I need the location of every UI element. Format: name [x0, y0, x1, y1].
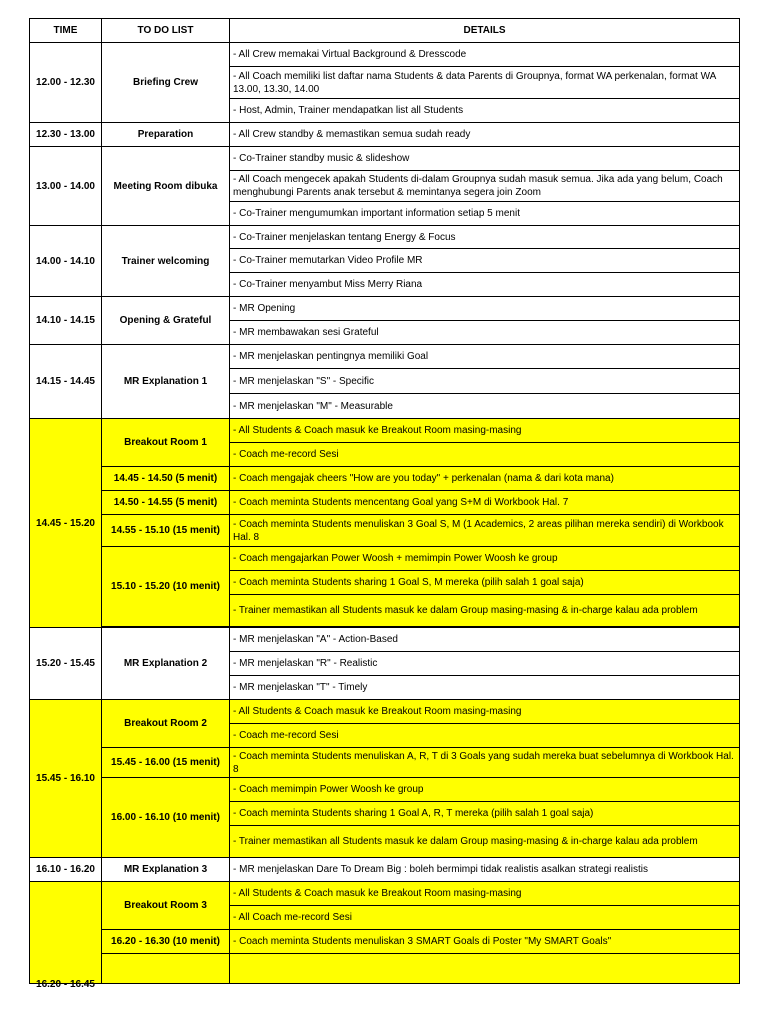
time-cell: 13.00 - 14.00: [30, 147, 102, 226]
sub-slot-label: 15.45 - 16.00 (15 menit): [102, 748, 230, 778]
header-time: TIME: [30, 19, 102, 43]
detail-cell: - Coach meminta Students menuliskan A, R, T di 3 Goals yang sudah mereka buat sebelumnya di Workbook Hal. 8: [230, 748, 740, 778]
table-row: [30, 123, 740, 147]
detail-cell: - All Crew memakai Virtual Background & Dresscode: [230, 43, 740, 67]
sub-slot-label: 15.10 - 15.20 (10 menit): [102, 547, 230, 627]
todo-cell: Preparation: [102, 123, 230, 147]
detail-cell: - Coach meminta Students menuliskan 3 SMART Goals di Poster "My SMART Goals": [230, 930, 740, 954]
todo-cell: MR Explanation 2: [102, 628, 230, 700]
detail-cell: - MR menjelaskan "T" - Timely: [230, 676, 740, 700]
table-row: [30, 954, 740, 984]
table-row: [30, 491, 740, 515]
schedule-sheet: [29, 18, 739, 990]
detail-cell: - MR menjelaskan "A" - Action-Based: [230, 628, 740, 652]
detail-cell: - All Students & Coach masuk ke Breakout Room masing-masing: [230, 700, 740, 724]
sub-slot-label: 14.50 - 14.55 (5 menit): [102, 491, 230, 515]
detail-cell: - Coach mengajak cheers "How are you today" + perkenalan (nama & dari kota mana): [230, 467, 740, 491]
time-cell: 14.45 - 15.20: [30, 419, 102, 628]
table-row: [30, 547, 740, 571]
time-cell: 14.00 - 14.10: [30, 226, 102, 297]
detail-cell: - MR membawakan sesi Grateful: [230, 321, 740, 345]
table-row: [30, 43, 740, 67]
todo-cell: Briefing Crew: [102, 43, 230, 123]
sub-slot-label: 14.55 - 15.10 (15 menit): [102, 515, 230, 547]
todo-cell: MR Explanation 3: [102, 858, 230, 882]
detail-cell: - Coach me-record Sesi: [230, 724, 740, 748]
schedule-table: [29, 18, 740, 990]
detail-cell: - All Students & Coach masuk ke Breakout Room masing-masing: [230, 882, 740, 906]
header-details: DETAILS: [230, 19, 740, 43]
detail-cell: - Coach me-record Sesi: [230, 443, 740, 467]
sub-slot-label: 16.20 - 16.30 (10 menit): [102, 930, 230, 954]
table-row: [30, 882, 740, 906]
detail-cell: - MR menjelaskan "S" - Specific: [230, 369, 740, 394]
detail-cell: - All Coach mengecek apakah Students di-dalam Groupnya sudah masuk semua. Jika ada yang belum, Coach menghubungi Parents anak tersebut & memintanya segera join Zoom: [230, 171, 740, 202]
detail-cell: - MR menjelaskan "R" - Realistic: [230, 652, 740, 676]
table-row: [30, 345, 740, 369]
table-row: [30, 297, 740, 321]
todo-cell: Meeting Room dibuka: [102, 147, 230, 226]
detail-cell: - All Crew standby & memastikan semua sudah ready: [230, 123, 740, 147]
table-row: [30, 858, 740, 882]
time-cell: 12.30 - 13.00: [30, 123, 102, 147]
detail-cell: - Co-Trainer standby music & slideshow: [230, 147, 740, 171]
time-cell: 15.20 - 15.45: [30, 628, 102, 700]
breakout-room-label: Breakout Room 3: [102, 882, 230, 930]
detail-cell: - Co-Trainer memutarkan Video Profile MR: [230, 249, 740, 273]
detail-cell: - Co-Trainer menjelaskan tentang Energy & Focus: [230, 226, 740, 249]
header-todo: TO DO LIST: [102, 19, 230, 43]
table-row: [30, 467, 740, 491]
detail-cell: - Coach meminta Students mencentang Goal yang S+M di Workbook Hal. 7: [230, 491, 740, 515]
table-row: [30, 700, 740, 724]
time-cell: 12.00 - 12.30: [30, 43, 102, 123]
detail-cell: - Co-Trainer mengumumkan important information setiap 5 menit: [230, 202, 740, 226]
table-row: [30, 147, 740, 171]
detail-cell: - Trainer memastikan all Students masuk ke dalam Group masing-masing & in-charge kalau ada problem: [230, 826, 740, 858]
todo-cell: Opening & Grateful: [102, 297, 230, 345]
breakout-room-label: Breakout Room 1: [102, 419, 230, 467]
time-cell: 14.10 - 14.15: [30, 297, 102, 345]
time-cell: 14.15 - 14.45: [30, 345, 102, 419]
time-cell: [30, 882, 102, 990]
detail-cell: - Host, Admin, Trainer mendapatkan list all Students: [230, 99, 740, 123]
todo-cell: MR Explanation 1: [102, 345, 230, 419]
time-cell-text: 16.20 - 16.45: [36, 979, 95, 990]
detail-cell: - Coach memimpin Power Woosh ke group: [230, 778, 740, 802]
breakout-room-label: Breakout Room 2: [102, 700, 230, 748]
detail-cell: - MR menjelaskan "M" - Measurable: [230, 394, 740, 419]
detail-cell: - MR menjelaskan Dare To Dream Big : boleh bermimpi tidak realistis asalkan strategi realistis: [230, 858, 740, 882]
table-row: [30, 515, 740, 547]
table-row: [30, 628, 740, 652]
table-row: [30, 226, 740, 249]
detail-cell: - All Students & Coach masuk ke Breakout Room masing-masing: [230, 419, 740, 443]
table-row: [30, 778, 740, 802]
time-cell: 16.10 - 16.20: [30, 858, 102, 882]
detail-cell: - Coach meminta Students menuliskan 3 Goal S, M (1 Academics, 2 areas pilihan mereka sendiri) di Workbook Hal. 8: [230, 515, 740, 547]
sub-slot-label: 16.00 - 16.10 (10 menit): [102, 778, 230, 858]
detail-cell: - All Coach me-record Sesi: [230, 906, 740, 930]
todo-cell: Trainer welcoming: [102, 226, 230, 297]
time-cell: 15.45 - 16.10: [30, 700, 102, 858]
detail-cell: - Coach meminta Students sharing 1 Goal A, R, T mereka (pilih salah 1 goal saja): [230, 802, 740, 826]
detail-cell: - All Coach memiliki list daftar nama Students & data Parents di Groupnya, format WA perkenalan, format WA 13.00, 13.30, 14.00: [230, 67, 740, 99]
detail-cell: - MR menjelaskan pentingnya memiliki Goal: [230, 345, 740, 369]
header-row: [30, 19, 740, 43]
sub-slot-label: 14.45 - 14.50 (5 menit): [102, 467, 230, 491]
detail-cell: - Co-Trainer menyambut Miss Merry Riana: [230, 273, 740, 297]
detail-cell: - Coach mengajarkan Power Woosh + memimpin Power Woosh ke group: [230, 547, 740, 571]
detail-cell: - MR Opening: [230, 297, 740, 321]
detail-cell: - Trainer memastikan all Students masuk ke dalam Group masing-masing & in-charge kalau ada problem: [230, 595, 740, 627]
table-row: [30, 419, 740, 443]
detail-cell: - Coach meminta Students sharing 1 Goal S, M mereka (pilih salah 1 goal saja): [230, 571, 740, 595]
table-row: [30, 930, 740, 954]
table-row: [30, 748, 740, 778]
